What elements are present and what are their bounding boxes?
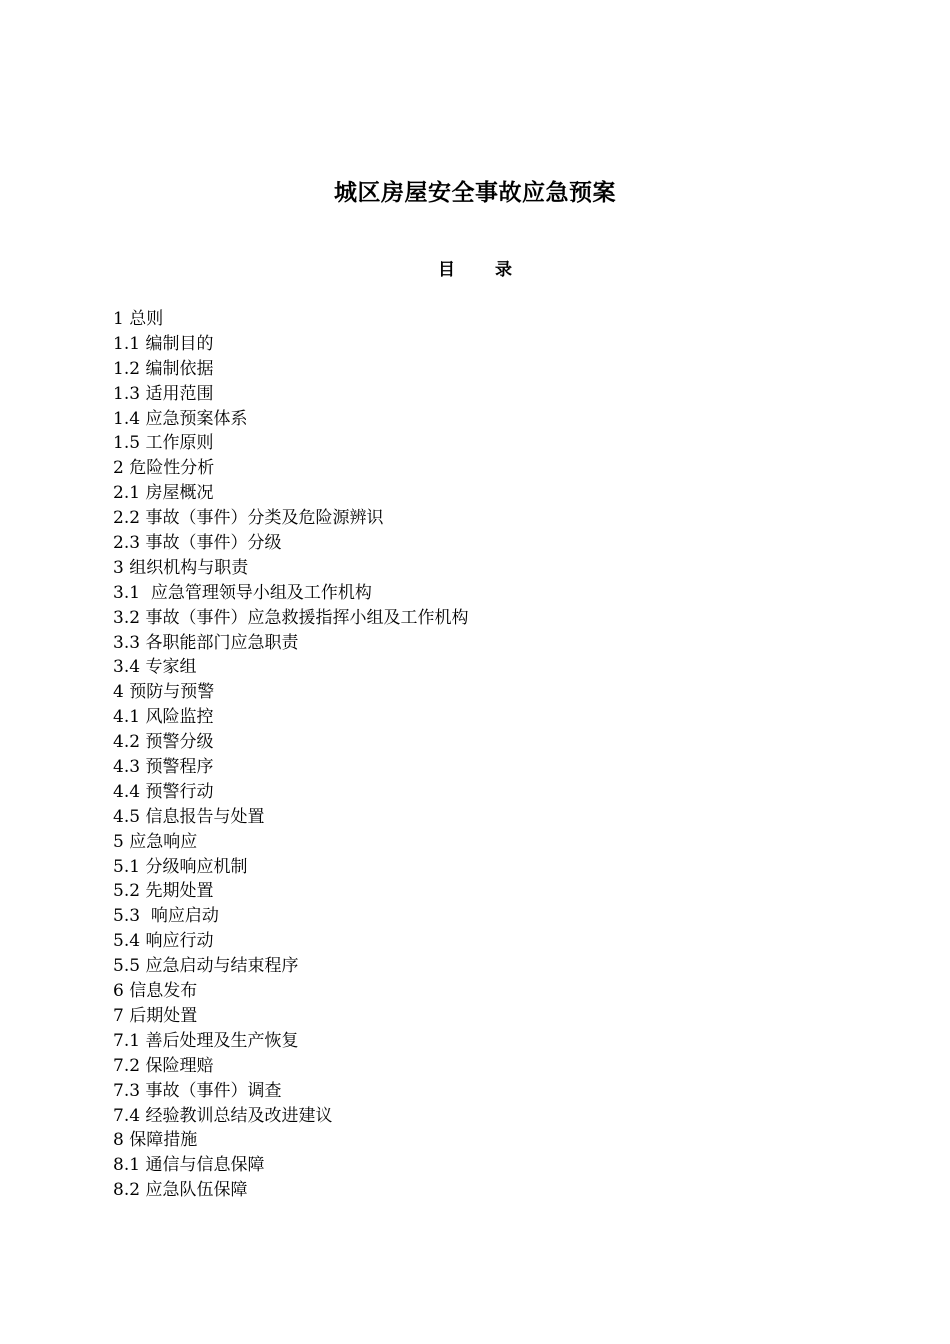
toc-entry: 5.1 分级响应机制 [113, 856, 248, 877]
toc-entry: 3 组织机构与职责 [113, 557, 249, 578]
toc-entry: 4.2 预警分级 [113, 732, 214, 753]
toc-heading-char-1: 目 [438, 260, 455, 280]
toc-heading-char-2: 录 [495, 260, 512, 280]
toc-entry: 3.1 应急管理领导小组及工作机构 [113, 582, 372, 603]
toc-entry: 7 后期处置 [113, 1005, 198, 1026]
toc-entry: 2.3 事故（事件）分级 [113, 533, 282, 554]
toc-entry: 4.5 信息报告与处置 [113, 806, 265, 827]
toc-entry: 7.1 善后处理及生产恢复 [113, 1030, 299, 1051]
document-title: 城区房屋安全事故应急预案 [334, 180, 616, 206]
toc-entry: 1.1 编制目的 [113, 333, 214, 354]
toc-heading [0, 257, 950, 283]
toc-entry: 8.2 应急队伍保障 [113, 1180, 248, 1201]
toc-entry: 1.2 编制依据 [113, 358, 214, 379]
toc-entry: 1 总则 [113, 309, 164, 329]
toc-entry: 5.5 应急启动与结束程序 [113, 956, 299, 977]
table-of-contents [113, 307, 833, 1203]
toc-entry: 1.3 适用范围 [113, 383, 214, 404]
toc-entry: 5.4 响应行动 [113, 931, 214, 952]
toc-entry: 4.1 风险监控 [113, 707, 214, 728]
toc-entry: 3.3 各职能部门应急职责 [113, 632, 299, 653]
toc-entry: 8.1 通信与信息保障 [113, 1155, 265, 1176]
toc-entry: 8 保障措施 [113, 1130, 198, 1151]
toc-entry: 3.2 事故（事件）应急救援指挥小组及工作机构 [113, 607, 469, 628]
toc-entry: 2.2 事故（事件）分类及危险源辨识 [113, 508, 384, 529]
toc-entry: 2.1 房屋概况 [113, 483, 214, 504]
toc-entry: 5 应急响应 [113, 831, 198, 852]
toc-entry: 2 危险性分析 [113, 458, 215, 479]
toc-entry: 5.3 响应启动 [113, 906, 219, 927]
toc-entry: 6 信息发布 [113, 981, 198, 1002]
toc-entry: 1.4 应急预案体系 [113, 408, 248, 429]
toc-entry: 3.4 专家组 [113, 657, 197, 678]
toc-entry: 4.4 预警行动 [113, 781, 214, 802]
toc-entry: 7.2 保险理赔 [113, 1055, 214, 1076]
toc-entry: 4.3 预警程序 [113, 757, 214, 778]
toc-entry: 7.3 事故（事件）调查 [113, 1080, 282, 1101]
toc-entry: 1.5 工作原则 [113, 433, 214, 454]
toc-entry: 4 预防与预警 [113, 682, 215, 703]
toc-entry: 7.4 经验教训总结及改进建议 [113, 1105, 333, 1126]
toc-entry: 5.2 先期处置 [113, 881, 214, 902]
